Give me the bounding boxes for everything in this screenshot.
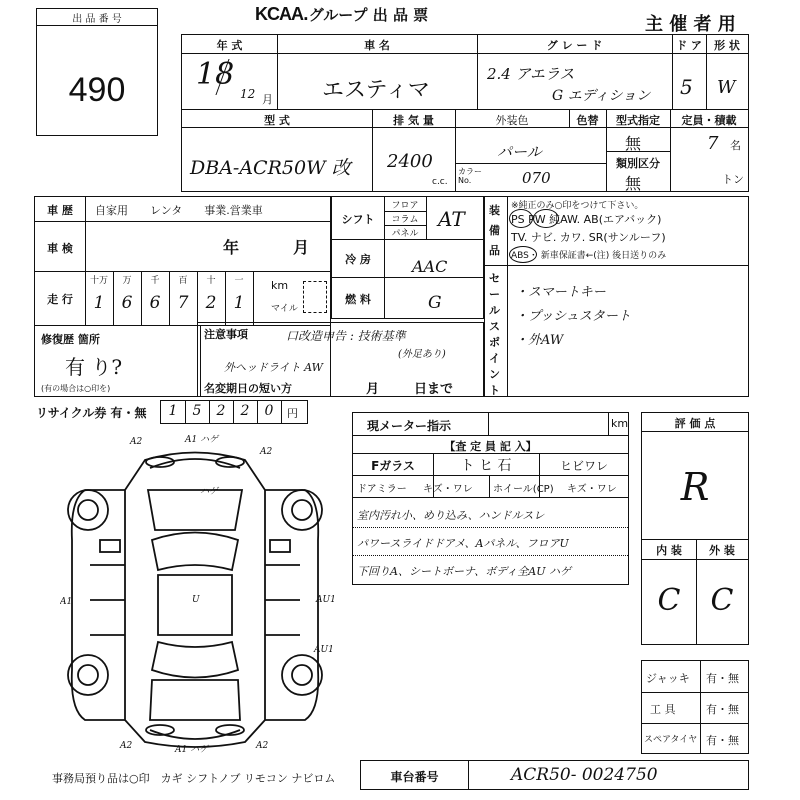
shift-value: AT (438, 207, 465, 231)
exterior-color-value: パール (497, 143, 542, 161)
damage-mark: A2 (256, 741, 269, 751)
shape-label: 形 状 (714, 39, 740, 52)
exterior-value: C (710, 583, 734, 618)
rear-right-wheel (282, 655, 322, 695)
damage-mark: A2 (120, 741, 133, 751)
deadline-day: 日まで (414, 382, 454, 397)
mileage-digit: 6 (121, 293, 133, 313)
ps-circle (509, 209, 533, 228)
exterior-color-label: 外装色 (495, 114, 529, 127)
color-no-value: 070 (522, 169, 551, 187)
car-damage-diagram (60, 430, 350, 760)
left-door-line (90, 565, 125, 635)
damage-mark: A2 (260, 447, 273, 457)
left-mirror (100, 540, 120, 552)
doors-value: 5 (680, 75, 693, 99)
shift-panel: パネル (391, 229, 419, 239)
equipment-side-label: 装 備 品 (489, 204, 500, 257)
mileage-label: 走 行 (47, 293, 73, 306)
notes-box (197, 322, 484, 397)
chassis-box (360, 760, 749, 790)
abs-circle (509, 246, 537, 263)
wheel-value: キズ・ワレ (567, 484, 617, 495)
damage-mark: A2 (130, 437, 143, 447)
tools-label: 工 具 (650, 703, 676, 716)
kcaa-logo: KCAA (255, 4, 303, 24)
shift-label: シフト (341, 213, 375, 226)
notes-line2: 外ヘッドライト AW (224, 361, 323, 374)
inspector-comment-2: パワースライドドアメ、Aパネル、フロアU (357, 537, 569, 550)
classification-label: 類別区分 (616, 157, 660, 170)
notes-label: 注意事項 (204, 328, 248, 341)
inspection-label: 車 検 (47, 242, 73, 255)
roof (158, 575, 232, 635)
lot-number-value: 490 (68, 71, 126, 109)
damage-mark: ハゲ (200, 487, 219, 497)
displacement-value: 2400 (387, 151, 433, 172)
inspector-comment-1: 室内汚れ小、めり込み、ハンドルスレ (357, 509, 545, 522)
meter-km: km (611, 417, 629, 430)
fuel-label: 燃 料 (345, 293, 371, 306)
name-change-deadline: 名変期日の短い方 (204, 382, 292, 395)
history-options: 自家用 レンタ 事業.営業車 (95, 204, 263, 217)
jack-value: 有・無 (706, 672, 739, 685)
history-label: 車 歴 (47, 204, 73, 217)
tools-value: 有・無 (706, 703, 739, 716)
rating-label: 評 価 点 (674, 417, 716, 430)
inspector-comment-3: 下回りA、シートボーナ、ボディ全AU ハゲ (357, 565, 572, 578)
capacity-unit: 名 (730, 139, 741, 152)
notes-line1b: (外足あり) (398, 349, 446, 360)
color-no-label: カラー No. (458, 167, 482, 185)
title-text: .グループ 出 品 票 (303, 6, 429, 24)
capacity-value: 7 (707, 133, 719, 154)
hood (148, 490, 242, 530)
deadline-month: 月 (366, 382, 380, 397)
lot-number-box (36, 8, 158, 136)
car-name-value: エスティマ (322, 78, 430, 103)
mileage-digit: 2 (205, 293, 217, 313)
chassis-value: ACR50- 0024750 (511, 765, 658, 785)
grade-label: グ レ ー ド (546, 39, 603, 52)
exterior-label: 外 装 (709, 544, 735, 557)
wheel-label: ホイール(CP) (493, 484, 554, 495)
right-mirror (270, 540, 290, 552)
grade-value-1: 2.4 アエラス (487, 65, 575, 83)
rear-window (152, 642, 238, 678)
shift-floor: フロア (391, 201, 419, 211)
fglass-value: ト ヒ 石 (460, 458, 512, 474)
digit-label-6: 一 (234, 276, 244, 286)
equipment-note: ※純正のみ○印をつけて下さい。 (511, 201, 644, 211)
fglass-label: Fガラス (371, 459, 415, 473)
damage-mark: AU1 (316, 595, 336, 605)
mileage-digit: 1 (93, 293, 105, 313)
left-side (72, 490, 125, 720)
damage-mark: A1 (60, 597, 73, 607)
digit-label-3: 千 (150, 276, 160, 286)
shape-value: W (717, 77, 736, 98)
classification-value: 無 (625, 174, 642, 193)
vehicle-info-table (181, 34, 749, 192)
notes-line1: 口改造申告 : 技術基準 (286, 329, 406, 343)
sales-point-label: セールスポイント (489, 272, 500, 397)
equipment-line3: ABS・ 新車保証書←(注) 後日送りのみ (511, 251, 667, 261)
recycle-label: リサイクル券 有・無 (36, 406, 147, 420)
repair-label: 修復歴 箇所 (41, 333, 100, 346)
digit-label-2: 万 (122, 276, 132, 286)
lot-number-label: 出 品 番 号 (72, 14, 122, 25)
recycle-digit: 5 (192, 403, 202, 419)
inspection-year: 年 (223, 238, 240, 257)
shift-table (331, 196, 484, 319)
right-side (265, 490, 318, 720)
color-change-label: 色替 (576, 114, 599, 127)
model-value: DBA-ACR50W 改 (190, 157, 351, 179)
repair-value: 有 り? (65, 355, 123, 379)
shift-column: コラム (391, 215, 419, 225)
recycle-digit: 2 (240, 403, 250, 419)
accessories-box (641, 660, 749, 754)
capacity-label: 定員・積載 (681, 114, 737, 127)
sales-point-3: ・外AW (515, 333, 564, 348)
year-label: 年 式 (216, 39, 243, 52)
type-designation-value: 無 (625, 134, 642, 153)
crack-label: ヒビワレ (559, 459, 608, 473)
jack-label: ジャッキ (646, 672, 690, 685)
cc-label: c.c. (432, 177, 448, 187)
mirror-value: キズ・ワレ (423, 484, 473, 495)
ac-value: AAC (412, 257, 448, 276)
fuel-value: G (428, 293, 442, 313)
interior-value: C (657, 583, 681, 618)
grade-value-2: G エディション (552, 88, 651, 104)
door-label: ド ア (676, 39, 702, 52)
windshield (152, 533, 238, 571)
mirror-label: ドアミラー (357, 484, 407, 495)
recycle-digit: 2 (216, 403, 226, 419)
ton-label: トン (722, 173, 744, 186)
sales-point-1: ・スマートキー (515, 285, 606, 300)
month-value: 12 (240, 87, 256, 101)
mileage-digit: 7 (177, 293, 189, 313)
right-door-line (265, 565, 300, 635)
mileage-digit: 6 (149, 293, 161, 313)
mileage-digit: 1 (233, 293, 245, 313)
inspector-label: 【査 定 員 記 入】 (444, 440, 537, 453)
digit-label-1: 十万 (89, 276, 108, 286)
month-suffix: 月 (262, 93, 273, 106)
rating-box (641, 412, 749, 645)
damage-mark: A1 ハゲ (185, 435, 219, 445)
chassis-label: 車台番号 (390, 770, 439, 784)
digit-label-4: 百 (178, 276, 188, 286)
recycle-digit: 1 (168, 403, 178, 419)
spare-label: スペアタイヤ (644, 735, 698, 745)
mile-label: マイル (271, 304, 298, 314)
recycle-box (160, 400, 308, 424)
interior-label: 内 装 (656, 544, 682, 557)
mileage-checkbox[interactable] (303, 281, 327, 313)
inspector-box (352, 412, 629, 585)
sales-point-2: ・プッシュスタート (515, 309, 631, 324)
equipment-line1: PS PW 純AW. AB(エアバック) (511, 213, 662, 226)
rating-value: R (680, 465, 710, 509)
recycle-unit: 円 (287, 407, 298, 420)
type-designation-label: 型式指定 (616, 114, 660, 127)
trunk (150, 680, 240, 720)
spare-value: 有・無 (706, 734, 739, 747)
damage-mark: AU1 (314, 645, 334, 655)
model-label: 型 式 (264, 114, 290, 127)
pw-circle (533, 209, 559, 228)
year-value: 18 (196, 57, 235, 92)
damage-mark: U (192, 595, 200, 605)
recycle-digit: 0 (264, 403, 274, 419)
meter-label: 現メーター指示 (367, 419, 452, 433)
ac-label: 冷 房 (345, 253, 371, 266)
footer-text: 事務局預り品は○印 カギ シフトノブ リモコン ナビロム (52, 772, 336, 785)
equipment-line2: TV. ナビ. カワ. SR(サンルーフ) (511, 231, 666, 244)
organizer-label: 主 催 者 用 (645, 14, 736, 35)
repair-note: (有の場合は○印を) (41, 384, 111, 393)
equipment-box (484, 196, 749, 397)
rear-left-wheel (68, 655, 108, 695)
car-name-label: 車 名 (364, 39, 390, 52)
inspection-month: 月 (293, 238, 310, 257)
km-label: km (271, 279, 289, 292)
header-title (255, 4, 428, 25)
displacement-label: 排 気 量 (393, 114, 434, 127)
damage-mark: A1 ハゲ (175, 745, 209, 755)
digit-label-5: 十 (206, 276, 216, 286)
